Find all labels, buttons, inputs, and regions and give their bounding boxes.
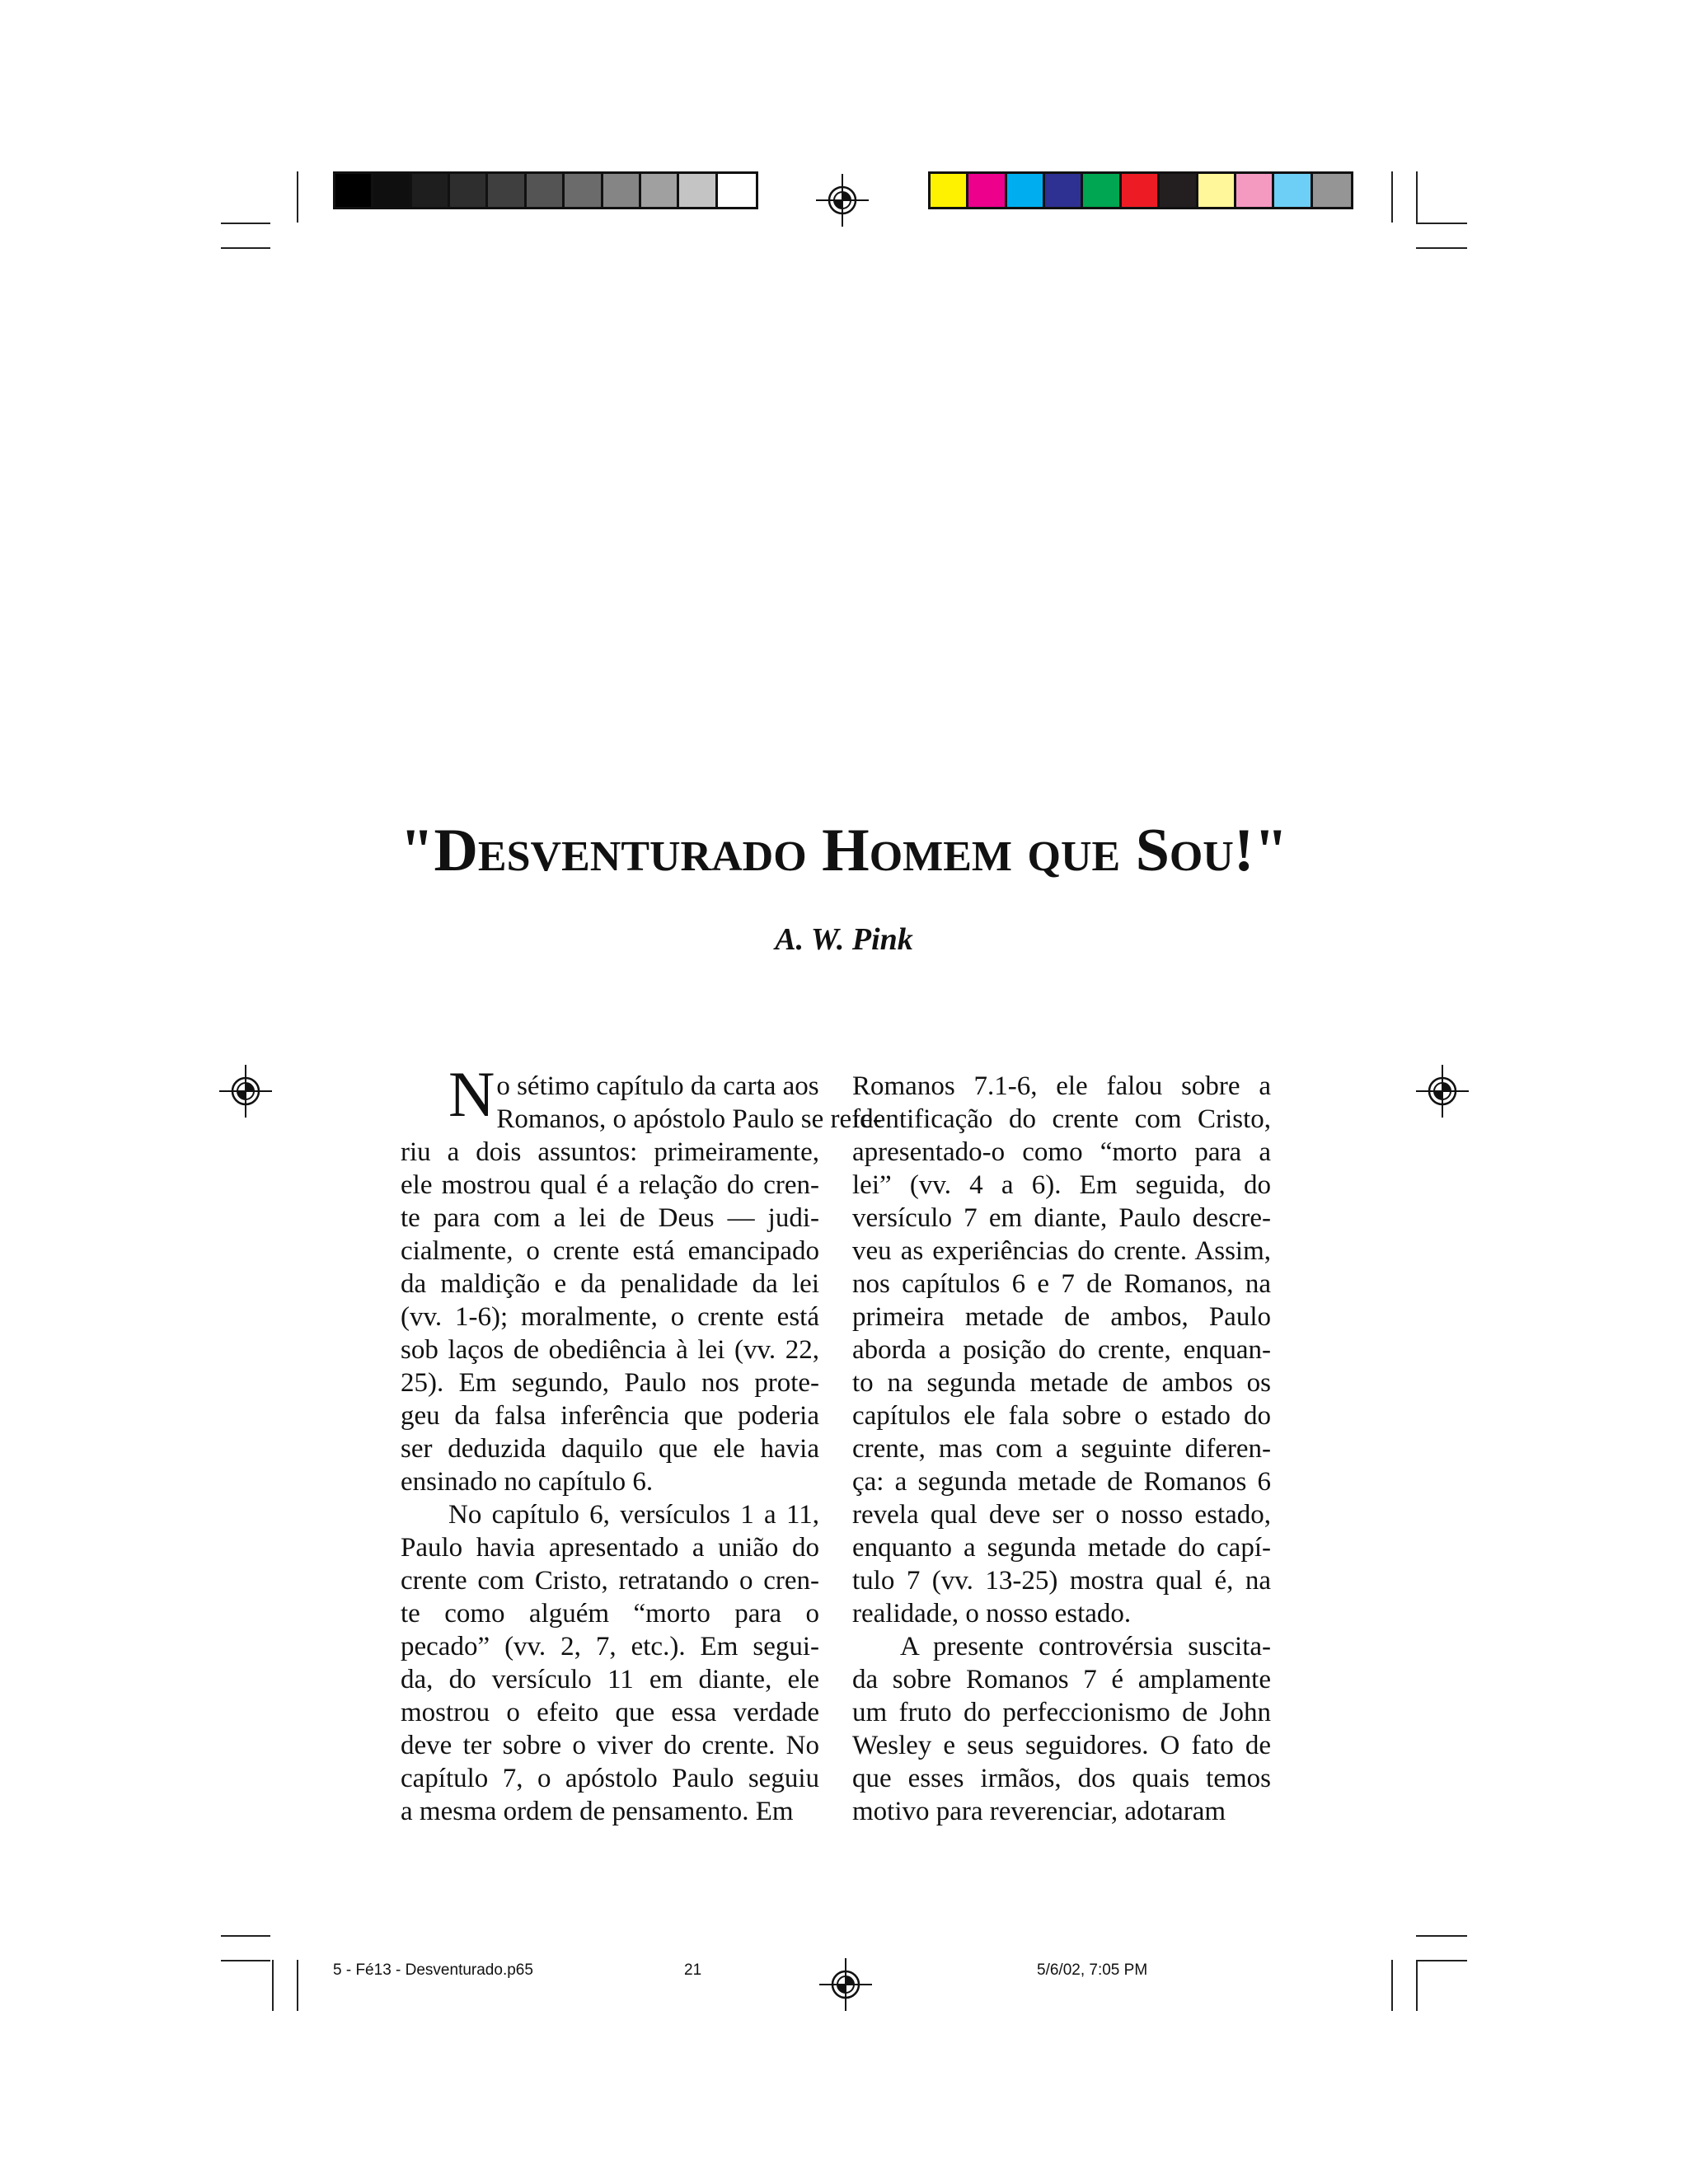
- drop-cap: N: [448, 1058, 495, 1130]
- text-line: ele mostrou qual é a relação do cren-: [401, 1170, 819, 1200]
- gray-swatch: [335, 174, 373, 207]
- text-line: versículo 7 em diante, Paulo descre-: [852, 1203, 1271, 1233]
- slug-filename: 5 - Fé13 - Desventurado.p65: [333, 1961, 533, 1979]
- color-swatch: [1274, 174, 1312, 207]
- text-line: aborda a posição do crente, enquan-: [852, 1335, 1271, 1365]
- gray-swatch: [565, 174, 603, 207]
- text-line: A presente controvérsia suscita-: [900, 1632, 1271, 1661]
- color-swatch: [1198, 174, 1236, 207]
- text-line: veu as experiências do crente. Assim,: [852, 1236, 1271, 1266]
- gray-swatch: [679, 174, 717, 207]
- text-line: um fruto do perfeccionismo de John: [852, 1698, 1271, 1727]
- text-line: realidade, o nosso estado.: [852, 1599, 1132, 1629]
- text-line: da, do versículo 11 em diante, ele: [401, 1665, 819, 1694]
- registration-mark-icon: [819, 1958, 872, 2011]
- text-line: geu da falsa inferência que poderia: [401, 1401, 819, 1431]
- text-line: Paulo havia apresentado a união do: [401, 1533, 819, 1563]
- text-line: ensinado no capítulo 6.: [401, 1467, 654, 1497]
- color-swatch: [1122, 174, 1160, 207]
- crop-mark: [221, 247, 270, 249]
- text-line: ça: a segunda metade de Romanos 6: [852, 1467, 1271, 1497]
- crop-mark: [1416, 247, 1467, 249]
- color-swatch: [1045, 174, 1083, 207]
- color-swatch: [1160, 174, 1198, 207]
- color-swatch: [968, 174, 1006, 207]
- crop-mark: [221, 1960, 270, 1961]
- color-swatch: [1083, 174, 1121, 207]
- crop-mark: [272, 1960, 274, 2011]
- text-line: mostrou o efeito que essa verdade: [401, 1698, 819, 1727]
- process-color-bar: [928, 171, 1353, 209]
- crop-mark: [221, 223, 270, 224]
- registration-mark-icon: [219, 1065, 272, 1118]
- text-line: deve ter sobre o viver do crente. No: [401, 1731, 819, 1760]
- text-line: Romanos, o apóstolo Paulo se refe-: [496, 1104, 882, 1134]
- text-line: sob laços de obediência à lei (vv. 22,: [401, 1335, 819, 1365]
- crop-mark: [1416, 171, 1418, 223]
- slug-timestamp: 5/6/02, 7:05 PM: [1037, 1961, 1148, 1979]
- color-swatch: [1007, 174, 1045, 207]
- registration-mark-icon: [1416, 1065, 1469, 1118]
- gray-swatch: [603, 174, 641, 207]
- color-swatch: [1313, 174, 1351, 207]
- gray-swatch: [412, 174, 450, 207]
- text-line: da sobre Romanos 7 é amplamente: [852, 1665, 1271, 1694]
- text-line: tulo 7 (vv. 13-25) mostra qual é, na: [852, 1566, 1271, 1596]
- text-line: 25). Em segundo, Paulo nos prote-: [401, 1368, 819, 1398]
- text-line: crente, mas com a seguinte diferen-: [852, 1434, 1271, 1464]
- text-line: te como alguém “morto para o: [401, 1599, 819, 1629]
- grayscale-color-bar: [333, 171, 758, 209]
- gray-swatch: [373, 174, 411, 207]
- crop-mark: [297, 1960, 298, 2011]
- text-line: No capítulo 6, versículos 1 a 11,: [448, 1500, 819, 1530]
- article-title: "Desventurado Homem que Sou!": [400, 817, 1288, 884]
- text-line: da maldição e da penalidade da lei: [401, 1269, 819, 1299]
- body-column-right: [852, 1070, 1271, 1828]
- color-swatch: [931, 174, 968, 207]
- text-line: Wesley e seus seguidores. O fato de: [852, 1731, 1271, 1760]
- body-column-left: [401, 1058, 882, 1828]
- gray-swatch: [718, 174, 756, 207]
- crop-mark: [297, 171, 298, 223]
- text-line: motivo para reverenciar, adotaram: [852, 1797, 1226, 1826]
- gray-swatch: [641, 174, 679, 207]
- crop-mark: [1391, 171, 1393, 223]
- text-line: enquanto a segunda metade do capí-: [852, 1533, 1271, 1563]
- text-line: identificação do crente com Cristo,: [852, 1104, 1271, 1134]
- crop-mark: [1416, 1960, 1418, 2011]
- article-author: A. W. Pink: [775, 922, 913, 957]
- crop-mark: [1416, 1935, 1467, 1937]
- text-line: (vv. 1-6); moralmente, o crente está: [401, 1302, 819, 1332]
- crop-mark: [1416, 1960, 1467, 1961]
- crop-mark: [221, 1935, 270, 1937]
- text-line: cialmente, o crente está emancipado: [401, 1236, 819, 1266]
- text-line: crente com Cristo, retratando o cren-: [401, 1566, 819, 1596]
- registration-mark-icon: [816, 174, 869, 227]
- text-line: lei” (vv. 4 a 6). Em seguida, do: [852, 1170, 1271, 1200]
- text-line: capítulo 7, o apóstolo Paulo seguiu: [401, 1764, 819, 1793]
- slug-page-number: 21: [684, 1961, 702, 1979]
- text-line-content: o sétimo capítulo da carta aos: [496, 1071, 819, 1101]
- text-line: riu a dois assuntos: primeiramente,: [401, 1137, 819, 1167]
- text-line: primeira metade de ambos, Paulo: [852, 1302, 1271, 1332]
- text-line: a mesma ordem de pensamento. Em: [401, 1797, 794, 1826]
- color-swatch: [1236, 174, 1274, 207]
- text-line: Romanos 7.1-6, ele falou sobre a: [852, 1071, 1271, 1101]
- gray-swatch: [527, 174, 565, 207]
- text-line: nos capítulos 6 e 7 de Romanos, na: [852, 1269, 1271, 1299]
- text-line: to na segunda metade de ambos os: [852, 1368, 1271, 1398]
- text-line: capítulos ele fala sobre o estado do: [852, 1401, 1271, 1431]
- text-line: pecado” (vv. 2, 7, etc.). Em segui-: [401, 1632, 819, 1661]
- text-line: te para com a lei de Deus — judi-: [401, 1203, 819, 1233]
- text-line: apresentado-o como “morto para a: [852, 1137, 1271, 1167]
- text-line: ser deduzida daquilo que ele havia: [401, 1434, 819, 1464]
- crop-mark: [1391, 1960, 1393, 2011]
- text-line: que esses irmãos, dos quais temos: [852, 1764, 1271, 1793]
- crop-mark: [1416, 223, 1467, 224]
- gray-swatch: [450, 174, 488, 207]
- text-line: revela qual deve ser o nosso estado,: [852, 1500, 1271, 1530]
- gray-swatch: [488, 174, 526, 207]
